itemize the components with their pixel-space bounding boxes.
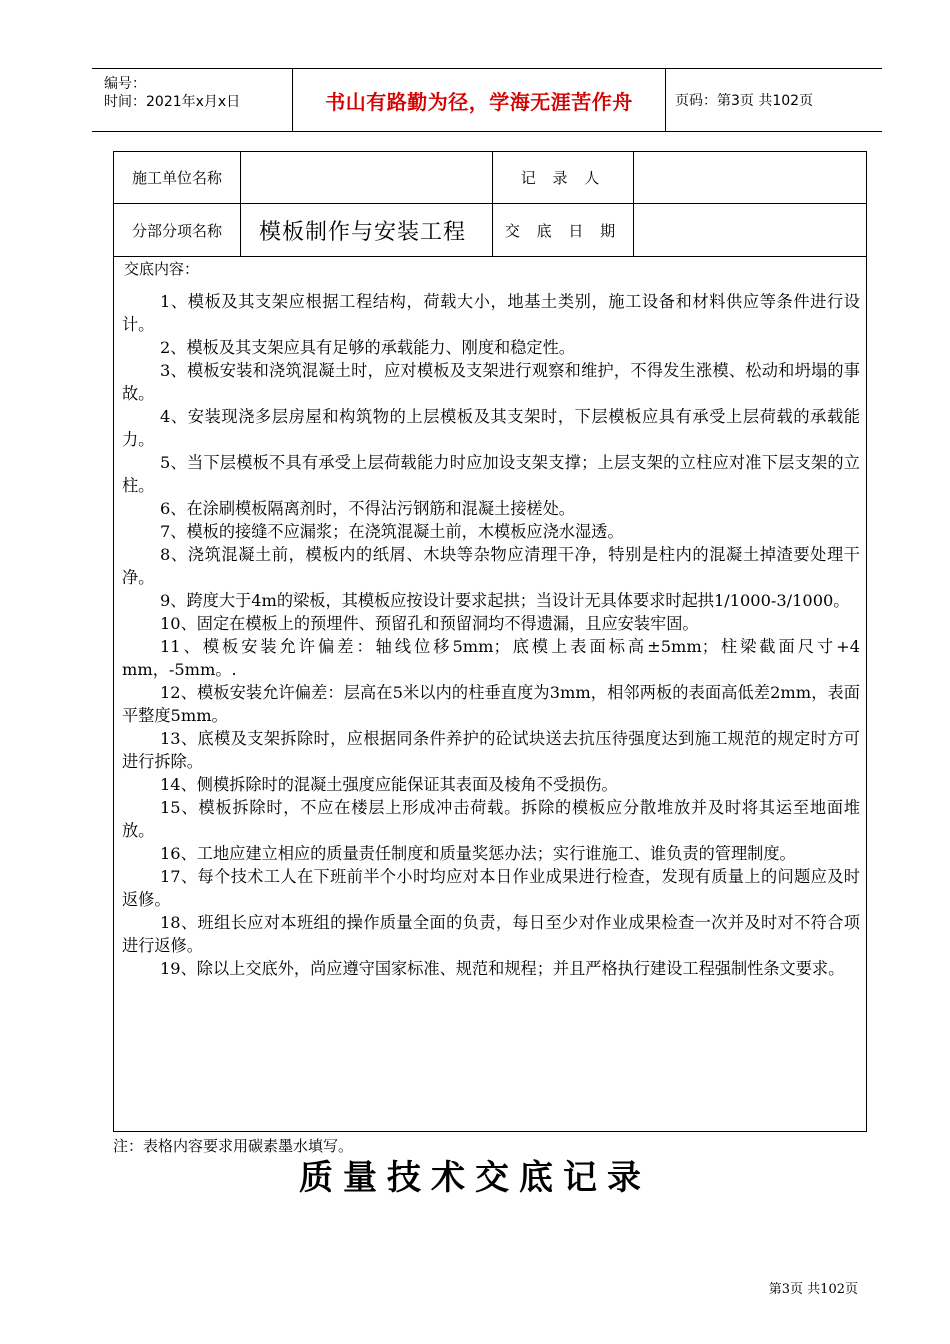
content-item: 19、除以上交底外，尚应遵守国家标准、规范和规程；并且严格执行建设工程强制性条文要求。 [160,959,845,978]
page-header [92,68,882,132]
content-item: 7、模板的接缝不应漏浆；在浇筑混凝土前，木模板应浇水湿透。 [160,522,624,541]
recorder-label: 记 录 人 [493,152,634,203]
unit-name-label: 施工单位名称 [114,152,241,203]
content-item: 17、每个技术工人在下班前半个小时均应对本日作业成果进行检查，发现有质量上的问题应及时返修。 [122,867,860,909]
content-item: 13、底模及支架拆除时，应根据同条件养护的砼试块送去抗压待强度达到施工规范的规定时方可进行拆除。 [122,729,860,771]
header-page-info: 页码：第3页 共102页 [675,93,814,109]
content-item: 1、模板及其支架应根据工程结构，荷载大小，地基土类别，施工设备和材料供应等条件进行设计。 [122,292,860,334]
table-note: 注：表格内容要求用碳素墨水填写。 [113,1137,354,1155]
content-item: 16、工地应建立相应的质量责任制度和质量奖惩办法；实行谁施工、谁负责的管理制度。 [160,844,796,863]
content-item: 9、跨度大于4m的梁板，其模板应按设计要求起拱；当设计无具体要求时起拱1/1000-3/1000。 [160,591,850,610]
time-label: 时间：2021年x月x日 [104,94,241,110]
recorder-value[interactable] [634,152,867,203]
content-item: 11、模板安装允许偏差：轴线位移5mm；底模上表面标高±5mm；柱梁截面尺寸+4 mm，-5mm。. [122,637,860,679]
content-item: 6、在涂刷模板隔离剂时，不得沾污钢筋和混凝土接槎处。 [160,499,575,518]
content-item: 4、安装现浇多层房屋和构筑物的上层模板及其支架时，下层模板应具有承受上层荷载的承载能力。 [122,407,860,449]
subitem-value[interactable]: 模板制作与安装工程 [241,204,493,256]
content-item: 2、模板及其支架应具有足够的承载能力、刚度和稳定性。 [160,338,575,357]
content-item: 14、侧模拆除时的混凝土强度应能保证其表面及棱角不受损伤。 [160,775,618,794]
date-value[interactable] [634,204,867,256]
subitem-label: 分部分项名称 [114,204,241,256]
content-item: 5、当下层模板不具有承受上层荷载能力时应加设支架支撑；上层支架的立柱应对准下层支架的立柱。 [122,453,860,495]
unit-name-value[interactable] [241,152,493,203]
disclosure-table [113,151,867,1132]
table-row-unit [114,152,866,204]
content-item: 8、浇筑混凝土前，模板内的纸屑、木块等杂物应清理干净，特别是柱内的混凝土掉渣要处理干净。 [122,545,860,587]
document-title: 质量技术交底记录 [299,1158,651,1198]
disclosure-content [122,290,860,980]
content-item: 12、模板安装允许偏差：层高在5米以内的柱垂直度为3mm，相邻两板的表面高低差2mm，表面平整度5mm。 [122,683,860,725]
content-item: 15、模板拆除时，不应在楼层上形成冲击荷载。拆除的模板应分散堆放并及时将其运至地面堆放。 [122,798,860,840]
footer-page-number: 第3页 共102页 [768,1282,858,1297]
content-item: 18、班组长应对本班组的操作质量全面的负责，每日至少对作业成果检查一次并及时对不符合项进行返修。 [122,913,860,955]
content-label: 交底内容： [124,260,200,278]
date-label: 交 底 日 期 [493,204,634,256]
header-motto: 书山有路勤为径，学海无涯苦作舟 [292,69,666,131]
content-item: 10、固定在模板上的预埋件、预留孔和预留洞均不得遗漏，且应安装牢固。 [160,614,699,633]
number-label: 编号： [104,76,146,92]
content-item: 3、模板安装和浇筑混凝土时，应对模板及支架进行观察和维护，不得发生涨模、松动和坍塌的事故。 [122,361,860,403]
header-meta [92,69,292,131]
table-row-subitem [114,204,866,257]
